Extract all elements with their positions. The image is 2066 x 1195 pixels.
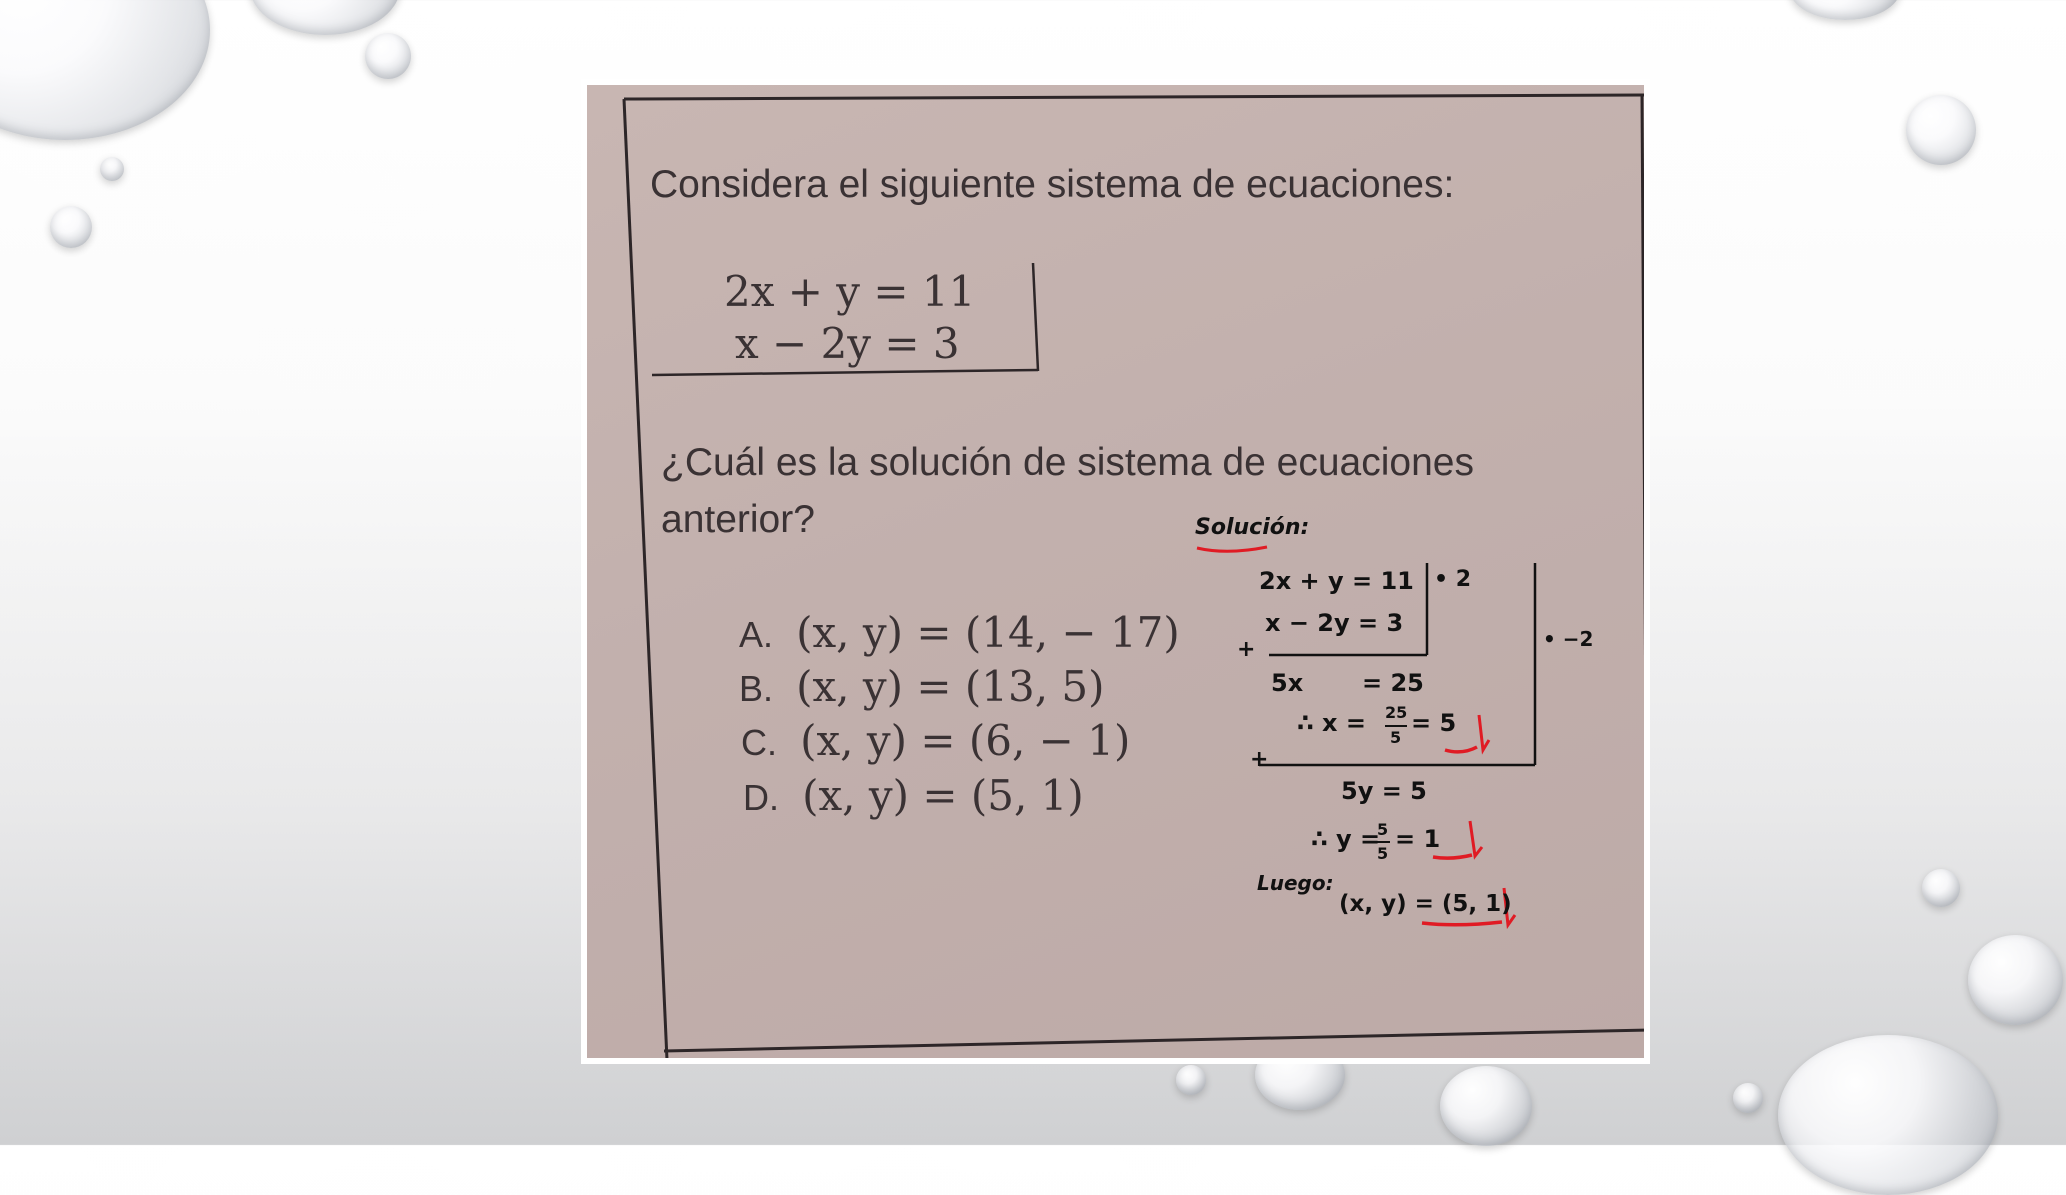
handwritten-x-result: = 5	[1411, 709, 1457, 737]
handwritten-y-numerator: 5	[1377, 820, 1389, 839]
option-value: (x, y) = (14, − 17)	[796, 608, 1180, 657]
handwritten-solution-label: Solución:	[1195, 515, 1310, 540]
bubble-decoration	[1778, 1035, 1998, 1195]
handwritten-x-denominator: 5	[1390, 728, 1402, 747]
bubble-decoration	[50, 206, 92, 248]
bubble-decoration	[1968, 935, 2063, 1025]
handwritten-sum-2: 5y = 5	[1341, 777, 1427, 805]
option-letter: A.	[739, 614, 774, 655]
handwritten-final-answer: (x, y) = (5, 1)	[1339, 891, 1512, 917]
handwritten-y-result: = 1	[1395, 825, 1441, 853]
worksheet-photo	[581, 79, 1650, 1064]
handwritten-multiplier-1: • 2	[1434, 567, 1472, 592]
handwritten-y-therefore: ∴ y =	[1311, 825, 1381, 853]
problem-intro: Considera el siguiente sistema de ecuaciones:	[650, 163, 1455, 206]
system-equation-1: 2x + y = 11	[724, 267, 976, 316]
bubble-decoration	[0, 0, 210, 140]
handwritten-equation-1: 2x + y = 11	[1259, 567, 1414, 595]
option-letter: C.	[741, 722, 777, 763]
bubble-decoration	[1922, 869, 1960, 907]
bubble-decoration	[1176, 1065, 1206, 1095]
option-value: (x, y) = (6, − 1)	[800, 716, 1131, 765]
handwritten-multiplier-2: • −2	[1543, 627, 1594, 651]
option-value: (x, y) = (5, 1)	[802, 771, 1084, 820]
handwritten-equation-2: x − 2y = 3	[1265, 609, 1404, 637]
handwritten-plus-2: +	[1250, 747, 1269, 772]
bubble-decoration	[1790, 0, 1900, 20]
option-letter: B.	[739, 668, 774, 709]
system-equation-2: x − 2y = 3	[735, 319, 960, 368]
handwritten-x-therefore: ∴ x =	[1297, 709, 1366, 737]
handwritten-x-numerator: 25	[1385, 703, 1408, 722]
bubble-decoration	[1906, 95, 1976, 165]
bubble-decoration	[365, 33, 411, 79]
question-line-1: ¿Cuál es la solución de sistema de ecuaciones	[661, 441, 1474, 484]
handwritten-plus-1: +	[1237, 637, 1256, 662]
handwritten-luego-label: Luego:	[1257, 871, 1334, 895]
bubble-decoration	[1733, 1083, 1763, 1113]
bubble-decoration	[1440, 1066, 1532, 1146]
option-value: (x, y) = (13, 5)	[796, 662, 1105, 711]
handwritten-sum-1-right: = 25	[1362, 669, 1424, 697]
handwritten-sum-1-left: 5x	[1271, 669, 1304, 697]
bubble-decoration	[100, 157, 124, 181]
handwritten-y-denominator: 5	[1377, 844, 1389, 863]
bubble-decoration	[250, 0, 400, 35]
question-line-2: anterior?	[661, 498, 815, 541]
option-letter: D.	[743, 777, 779, 818]
